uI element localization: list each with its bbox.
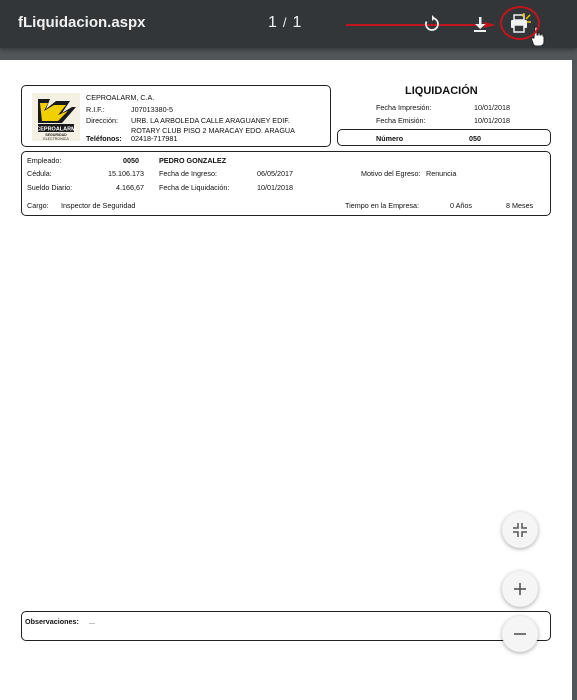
page-counter bbox=[268, 14, 301, 32]
address-label: Dirección: bbox=[86, 116, 118, 125]
company-box bbox=[21, 85, 331, 147]
id-value: 15.106.173 bbox=[108, 169, 144, 178]
hire-date-label: Fecha de Ingreso: bbox=[159, 169, 217, 178]
zoom-out-button[interactable] bbox=[502, 616, 538, 652]
issue-date-value: 10/01/2018 bbox=[474, 116, 510, 125]
tenure-months: 8 Meses bbox=[506, 201, 534, 210]
rif-label: R.I.F.: bbox=[86, 105, 105, 114]
tenure-years: 0 Años bbox=[450, 201, 472, 210]
svg-text:SEGURIDAD: SEGURIDAD bbox=[45, 133, 67, 137]
id-label: Cédula: bbox=[27, 169, 52, 178]
fit-to-page-button[interactable] bbox=[502, 512, 538, 548]
employee-name: PEDRO GONZALEZ bbox=[159, 156, 227, 165]
total-pages: 1 bbox=[292, 14, 302, 31]
observations-box bbox=[21, 611, 551, 641]
zoom-in-icon bbox=[512, 581, 528, 597]
observations-label: Observaciones: bbox=[25, 617, 79, 626]
svg-text:CEPROALARM: CEPROALARM bbox=[36, 126, 76, 133]
pdf-page bbox=[0, 60, 572, 700]
issue-date-label: Fecha Emisión: bbox=[376, 116, 426, 125]
download-icon[interactable] bbox=[468, 12, 492, 36]
number-label: Número bbox=[376, 134, 404, 143]
document-title: LIQUIDACIÓN bbox=[405, 85, 478, 97]
salary-value: 4.166,67 bbox=[116, 183, 144, 192]
company-logo bbox=[32, 93, 80, 141]
settlement-date-value: 10/01/2018 bbox=[257, 183, 293, 192]
position-value: Inspector de Seguridad bbox=[61, 201, 136, 210]
pdf-toolbar bbox=[0, 0, 577, 48]
page-separator: / bbox=[282, 15, 287, 30]
print-date-value: 10/01/2018 bbox=[474, 103, 510, 112]
print-date-label: Fecha Impresión: bbox=[376, 103, 432, 112]
company-name: CEPROALARM, C.A. bbox=[86, 93, 155, 102]
file-title: fLiquidacion.aspx bbox=[18, 14, 146, 31]
exit-reason-value: Renuncia bbox=[426, 169, 457, 178]
phones-label: Teléfonos: bbox=[86, 134, 122, 143]
exit-reason-label: Motivo del Egreso: bbox=[361, 169, 421, 178]
zoom-out-icon bbox=[512, 626, 528, 642]
annotation-circle bbox=[500, 6, 540, 40]
employee-box bbox=[21, 151, 551, 216]
number-box bbox=[337, 129, 551, 146]
employee-code: 0050 bbox=[123, 156, 139, 165]
tenure-label: Tiempo en la Empresa: bbox=[345, 201, 420, 210]
rotate-icon[interactable] bbox=[420, 12, 444, 36]
rif-value: J07013380-5 bbox=[131, 105, 173, 114]
observations-value: ... bbox=[89, 617, 95, 626]
svg-text:ELECTRONICA: ELECTRONICA bbox=[43, 137, 69, 141]
settlement-document bbox=[0, 60, 572, 700]
hire-date-value: 06/05/2017 bbox=[257, 169, 293, 178]
number-value: 050 bbox=[469, 134, 481, 143]
current-page[interactable]: 1 bbox=[268, 14, 277, 31]
fit-to-page-icon bbox=[512, 522, 528, 538]
phones-value: 02418-717981 bbox=[131, 134, 178, 143]
address-line2: ROTARY CLUB PISO 2 MARACAY EDO. ARAGUA bbox=[131, 126, 295, 135]
position-label: Cargo: bbox=[27, 201, 49, 210]
settlement-date-label: Fecha de Liquidación: bbox=[159, 183, 230, 192]
employee-label: Empleado: bbox=[27, 156, 62, 165]
salary-label: Sueldo Diario: bbox=[27, 183, 73, 192]
address-line1: URB. LA ARBOLEDA CALLE ARAGUANEY EDIF. bbox=[131, 116, 290, 125]
zoom-in-button[interactable] bbox=[502, 571, 538, 607]
